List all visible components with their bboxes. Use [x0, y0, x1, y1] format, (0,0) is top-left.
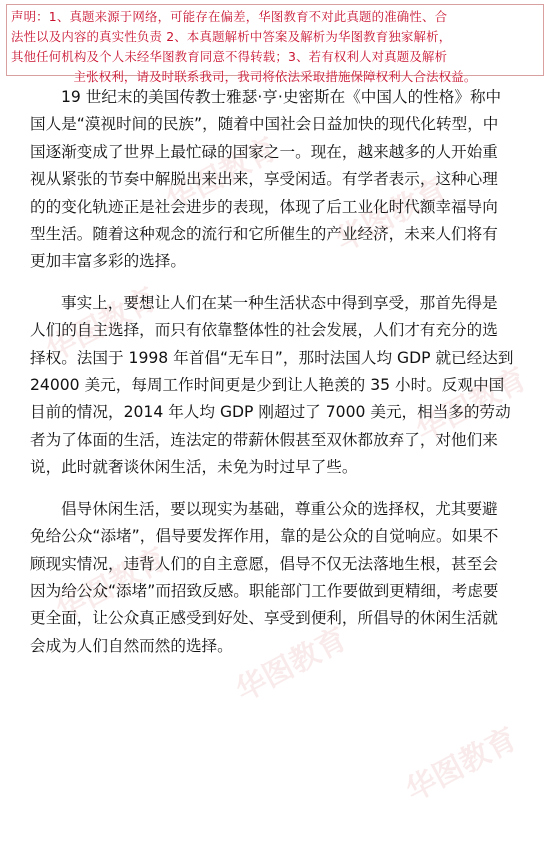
text-line: 免给公众“添堵”，倡导要发挥作用，靠的是公众的自觉响应。如果不: [30, 527, 499, 546]
text-line: 更加丰富多彩的选择。: [30, 252, 186, 271]
paragraph: [30, 496, 524, 660]
watermark-logo: 华图教育: [330, 171, 453, 259]
text-line: 会成为人们自然而然的选择。: [30, 636, 233, 655]
text-line: 视从紧张的节奏中解脱出来出来，享受闲适。有学者表示，这种心理: [30, 170, 498, 189]
text-line: 因为给公众“添堵”而招致反感。职能部门工作要做到更精细，考虑要: [30, 581, 499, 600]
text-line: 择权。法国于 1998 年首倡“无车日”，那时法国人均 GDP 就已经达到: [30, 348, 514, 367]
watermark-logo: 华图教育: [230, 621, 353, 709]
text-line: 19 世纪末的美国传教士雅瑟·亨·史密斯在《中国人的性格》称中: [61, 88, 502, 106]
watermark-logo: 华图教育: [40, 281, 163, 369]
text-line: 倡导休闲生活，要以现实为基础，尊重公众的选择权，尤其要避: [61, 499, 498, 518]
text-line: 目前的情况，2014 年人均 GDP 刚超过了 7000 美元，相当多的劳动: [30, 403, 511, 422]
text-line: 者为了体面的生活，连法定的带薪休假甚至双休都放弃了，对他们来: [30, 430, 498, 449]
text-line: 国人是“漠视时间的民族”，随着中国社会日益加快的现代化转型，中: [30, 115, 499, 134]
paragraph: [30, 84, 524, 276]
watermark-logo: 华图教育: [400, 721, 523, 809]
text-line: 24000 美元，每周工作时间更是少到让人艳羡的 35 小时。反观中国: [30, 376, 505, 395]
watermark-logo: 华图教育: [160, 131, 283, 219]
text-line: 事实上，要想让人们在某一种生活状态中得到享受，那首先得是: [61, 293, 498, 312]
text-line: 说，此时就奢谈休闲生活，未免为时过早了些。: [30, 458, 358, 477]
disclaimer-line: 法性以及内容的真实性负责 2、本真题解析中答案及解析为华图教育独家解析，: [11, 29, 452, 44]
text-line: 的的变化轨迹正是社会进步的表现，体现了后工业化时代额幸福导向: [30, 197, 498, 216]
text-line: 更全面，让公众真正感受到好处、享受到便利，所倡导的休闲生活就: [30, 609, 498, 628]
text-line: 型生活。随着这种观念的流行和它所催生的产业经济，未来人们将有: [30, 225, 498, 244]
article-body: [30, 84, 524, 674]
disclaimer-line: 主张权利，请及时联系我司，我司将依法采取措施保障权利人合法权益。: [73, 69, 477, 84]
text-line: 国逐渐变成了世界上最忙碌的国家之一。现在，越来越多的人开始重: [30, 142, 498, 161]
paragraph: [30, 290, 524, 482]
disclaimer-line: 声明：1、真题来源于网络，可能存在偏差，华图教育不对此真题的准确性、合: [11, 9, 448, 24]
disclaimer-line: 其他任何机构及个人未经华图教育同意不得转载；3、若有权利人对真题及解析: [11, 49, 448, 64]
text-line: 人们的自主选择，而只有依靠整体性的社会发展，人们才有充分的选: [30, 321, 498, 340]
text-line: 顾现实情况，违背人们的自主意愿，倡导不仅无法落地生根，甚至会: [30, 554, 498, 573]
watermark-logo: 华图教育: [410, 361, 533, 449]
disclaimer-box: [6, 4, 544, 84]
watermark-logo: 华图教育: [50, 541, 173, 629]
